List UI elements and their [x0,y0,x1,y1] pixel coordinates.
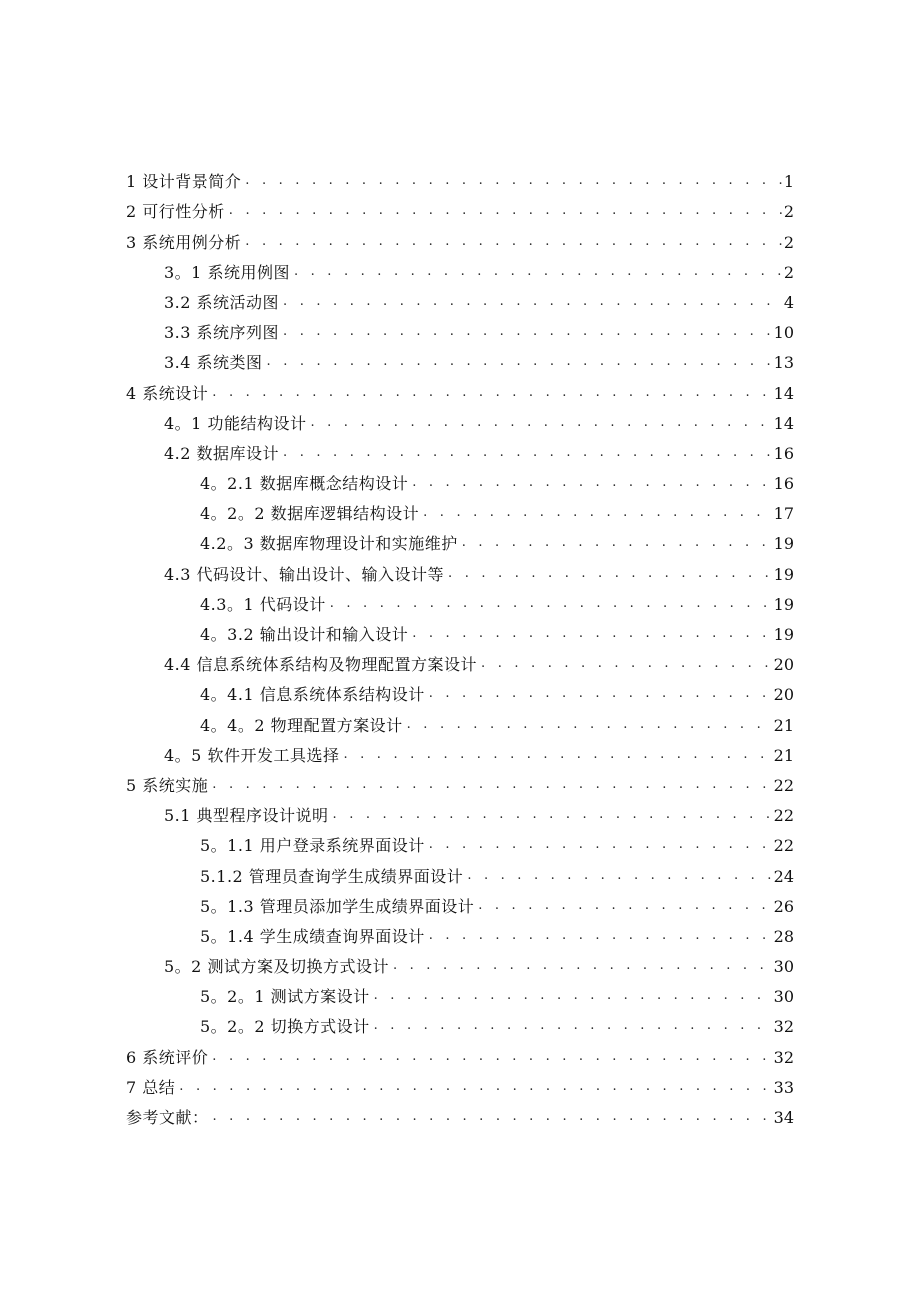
toc-page-number: 19 [773,564,794,584]
toc-entry[interactable] [126,710,794,740]
toc-entry[interactable] [126,590,794,620]
toc-dot-leader [412,468,771,498]
toc-dot-leader [412,619,771,649]
toc-entry[interactable] [126,801,794,831]
toc-entry-title: 5。2。2 切换方式设计 [200,1017,370,1037]
toc-dot-leader [294,257,782,287]
toc-dot-leader [393,951,772,981]
toc-entry[interactable] [126,1042,794,1072]
toc-dot-leader [374,981,772,1011]
toc-dot-leader [481,649,772,679]
toc-entry[interactable] [126,1103,794,1133]
toc-entry-title: 5。1.1 用户登录系统界面设计 [200,836,425,856]
toc-dot-leader [423,498,772,528]
toc-entry[interactable] [126,559,794,589]
toc-dot-leader [429,830,772,860]
toc-dot-leader [267,347,772,377]
toc-page-number: 21 [773,745,794,765]
toc-entry-title: 4。4.1 信息系统体系结构设计 [200,685,425,705]
toc-page-number: 14 [773,413,794,433]
toc-entry[interactable] [126,650,794,680]
toc-page-number: 30 [773,987,794,1007]
toc-page-number: 21 [773,715,794,735]
toc-page-number: 16 [773,474,794,494]
toc-page-number: 24 [773,866,794,886]
toc-entry-title: 参考文献： [126,1108,209,1127]
toc-entry-title: 4.2 数据库设计 [164,443,280,463]
toc-entry-title: 4.3 代码设计、输出设计、输入设计等 [164,564,445,584]
toc-page-number: 19 [773,534,794,554]
toc-dot-leader [283,438,772,468]
toc-dot-leader [429,921,772,951]
toc-page-number: 34 [773,1108,794,1127]
toc-entry-title: 4 系统设计 [126,383,209,403]
toc-entry[interactable] [126,771,794,801]
toc-page-number: 32 [773,1017,794,1037]
toc-page-number: 20 [773,655,794,675]
toc-dot-leader [283,287,782,317]
toc-dot-leader [462,528,772,558]
toc-dot-leader [283,317,772,347]
toc-page-number: 20 [773,685,794,705]
toc-dot-leader [467,861,771,891]
toc-page-number: 10 [773,323,794,343]
toc-page-number: 28 [773,926,794,946]
toc-dot-leader [213,1102,772,1132]
toc-page-number: 22 [773,775,794,795]
toc-page-number: 26 [773,896,794,916]
toc-entry-title: 4.4 信息系统体系结构及物理配置方案设计 [164,655,478,675]
toc-entry-title: 4。2.1 数据库概念结构设计 [200,474,409,494]
toc-dot-leader [229,196,782,226]
toc-entry-title: 2 可行性分析 [126,202,225,222]
toc-entry-title: 4。2。2 数据库逻辑结构设计 [200,504,420,524]
toc-page-number: 17 [773,504,794,524]
toc-entry[interactable] [126,378,794,408]
toc-entry[interactable] [126,409,794,439]
toc-entry-title: 4。1 功能结构设计 [164,413,307,433]
toc-entry[interactable] [126,861,794,891]
toc-dot-leader [212,378,771,408]
toc-page-number: 32 [773,1047,794,1067]
toc-entry-title: 5。1.4 学生成绩查询界面设计 [200,926,425,946]
toc-entry-title: 4。3.2 输出设计和输入设计 [200,625,409,644]
toc-entry[interactable] [126,499,794,529]
toc-entry-title: 4。4。2 物理配置方案设计 [200,715,403,735]
toc-entry[interactable] [126,1073,794,1103]
toc-dot-leader [310,408,771,438]
toc-page-number: 2 [783,202,794,222]
toc-entry[interactable] [126,258,794,288]
toc-dot-leader [179,1072,771,1102]
toc-page-number: 30 [773,957,794,977]
toc-entry-title: 3.3 系统序列图 [164,323,280,343]
toc-page-number: 16 [773,443,794,463]
toc-page-number: 13 [773,353,794,373]
toc-entry[interactable] [126,227,794,257]
table-of-contents [126,167,794,1133]
toc-page-number: 2 [783,262,794,282]
toc-entry-title: 5.1 典型程序设计说明 [164,806,329,826]
toc-entry-title: 6 系统评价 [126,1047,209,1067]
toc-page-number: 19 [773,625,794,644]
toc-dot-leader [448,559,772,589]
toc-entry-title: 3。1 系统用例图 [164,262,290,282]
toc-page-number: 1 [783,172,794,192]
toc-dot-leader [330,589,772,619]
toc-entry[interactable] [126,620,794,650]
toc-dot-leader [333,800,772,830]
toc-entry-title: 5。1.3 管理员添加学生成绩界面设计 [200,896,475,916]
toc-entry[interactable] [126,529,794,559]
toc-entry[interactable] [126,288,794,318]
toc-entry[interactable] [126,680,794,710]
toc-dot-leader [429,679,772,709]
toc-entry[interactable] [126,439,794,469]
toc-entry[interactable] [126,348,794,378]
toc-dot-leader [245,166,782,196]
toc-dot-leader [212,770,771,800]
toc-entry-title: 7 总结 [126,1077,176,1097]
toc-entry[interactable] [126,982,794,1012]
toc-page-number: 19 [773,594,794,614]
toc-entry-title: 4.3。1 代码设计 [200,594,326,614]
toc-dot-leader [478,891,771,921]
toc-dot-leader [212,1042,771,1072]
toc-entry-title: 5。2 测试方案及切换方式设计 [164,957,389,977]
toc-entry[interactable] [126,741,794,771]
toc-entry-title: 3.4 系统类图 [164,353,263,373]
toc-dot-leader [407,710,772,740]
toc-dot-leader [343,740,771,770]
toc-entry-title: 4。5 软件开发工具选择 [164,745,340,765]
toc-entry-title: 5.1.2 管理员查询学生成绩界面设计 [200,866,464,886]
toc-dot-leader [245,227,782,257]
toc-entry[interactable] [126,197,794,227]
toc-entry[interactable] [126,831,794,861]
toc-entry-title: 5。2。1 测试方案设计 [200,987,370,1007]
toc-entry[interactable] [126,892,794,922]
toc-entry[interactable] [126,952,794,982]
toc-page-number: 14 [773,383,794,403]
toc-entry-title: 3.2 系统活动图 [164,292,280,312]
toc-dot-leader [374,1011,772,1041]
toc-entry[interactable] [126,167,794,197]
toc-page-number: 4 [783,292,794,312]
toc-entry[interactable] [126,318,794,348]
toc-page-number: 22 [773,836,794,856]
toc-entry[interactable] [126,1012,794,1042]
toc-entry-title: 4.2。3 数据库物理设计和实施维护 [200,534,458,554]
toc-entry[interactable] [126,469,794,499]
toc-entry-title: 1 设计背景简介 [126,172,242,192]
toc-page-number: 22 [773,806,794,826]
toc-page-number: 2 [783,232,794,252]
toc-page-number: 33 [773,1077,794,1097]
toc-entry-title: 3 系统用例分析 [126,232,242,252]
toc-entry-title: 5 系统实施 [126,775,209,795]
toc-entry[interactable] [126,922,794,952]
